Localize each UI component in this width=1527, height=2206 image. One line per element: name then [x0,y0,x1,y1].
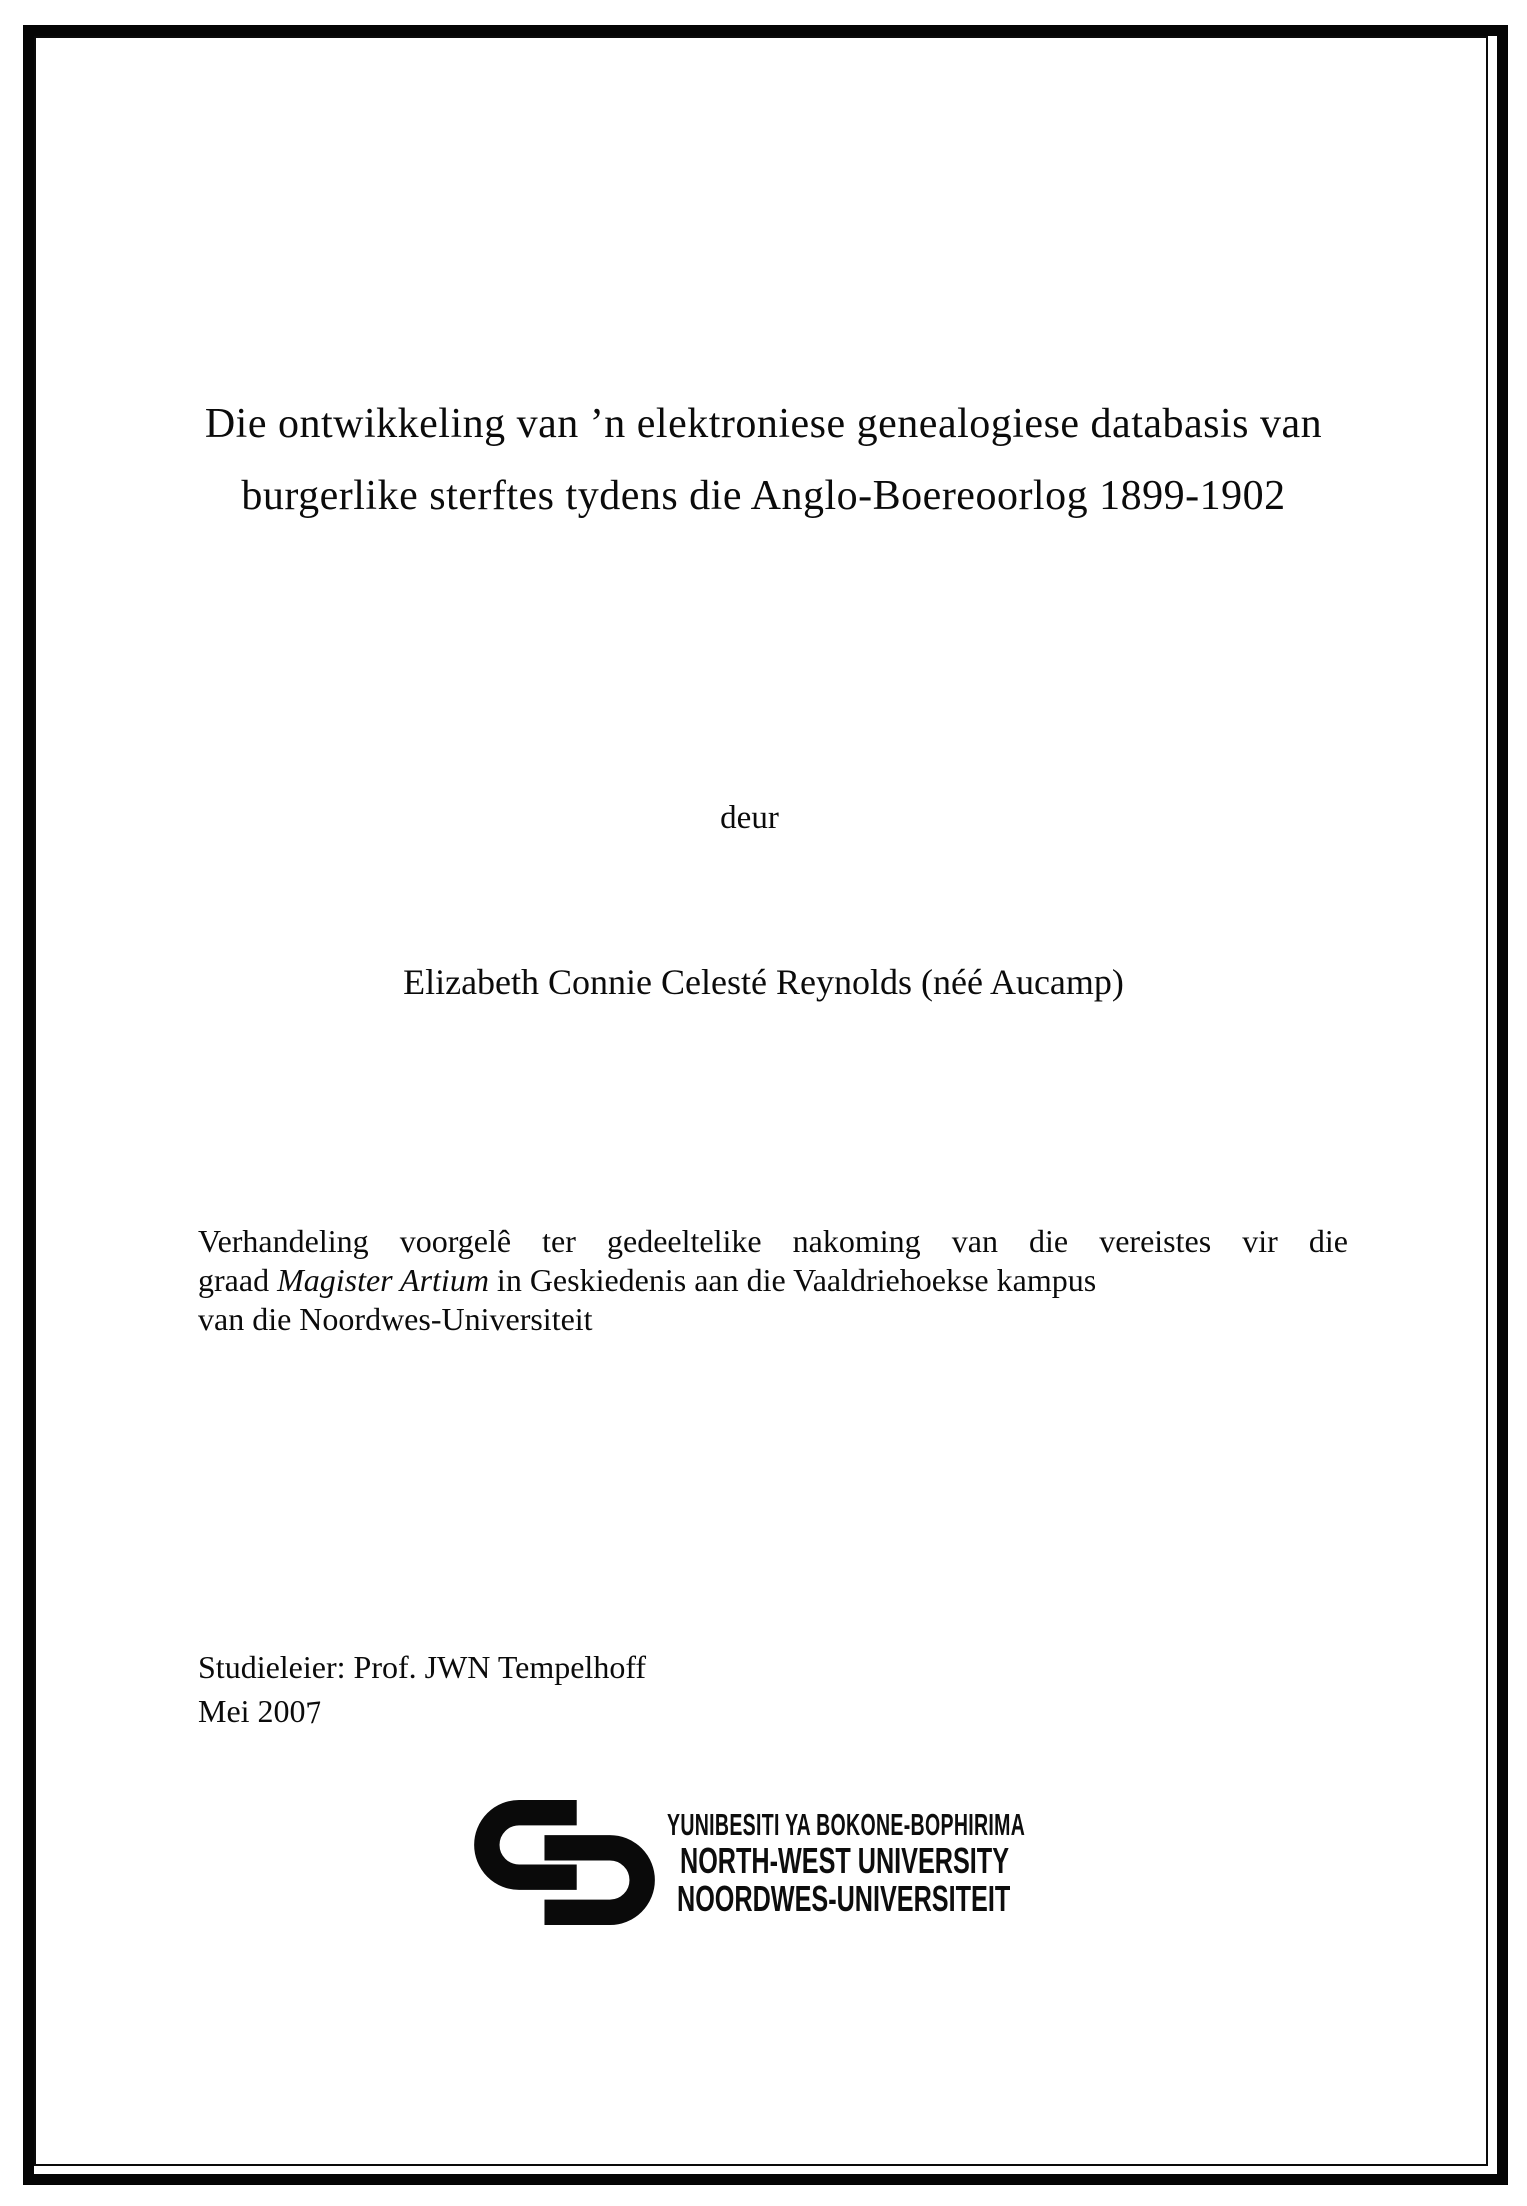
thesis-statement-line1: Verhandeling voorgelê ter gedeeltelike nakoming van die vereistes vir die [198,1223,1348,1259]
author-name: Elizabeth Connie Celesté Reynolds (néé Aucamp) [403,962,1124,1002]
thesis-statement-line2-post: in Geskiedenis aan die Vaaldriehoekse kampus [488,1262,1097,1298]
thesis-title-line2: burgerlike sterftes tydens die Anglo-Boereoorlog 1899-1902 [241,473,1286,519]
thesis-statement-line2 [198,1261,1348,1300]
date-prefix: Mei 200 [198,1693,306,1729]
supervisor-block [198,1645,646,1733]
university-logo-text [667,1808,1235,1918]
university-logo [468,1799,1235,1926]
thesis-title [110,388,1417,532]
thesis-statement-line3: van die Noordwes-Universiteit [198,1301,593,1337]
thesis-statement [198,1222,1348,1339]
logo-text-afrikaans: NOORDWES-UNIVERSITEIT [677,1878,1011,1919]
thesis-statement-line2-pre: graad [198,1262,278,1298]
university-logo-icon [468,1799,661,1926]
date-line [198,1689,646,1733]
degree-name: Magister Artium [277,1262,489,1298]
byline-label: deur [720,800,779,836]
date-last-digit: 7 [303,1693,324,1731]
thesis-title-line1: Die ontwikkeling van ’n elektroniese genealogiese databasis van [204,401,1323,447]
supervisor-line: Studieleier: Prof. JWN Tempelhoff [198,1649,647,1685]
logo-text-setswana: YUNIBESITI YA BOKONE-BOPHIRIMA [667,1807,1026,1842]
logo-text-english: NORTH-WEST UNIVERSITY [680,1840,1010,1881]
